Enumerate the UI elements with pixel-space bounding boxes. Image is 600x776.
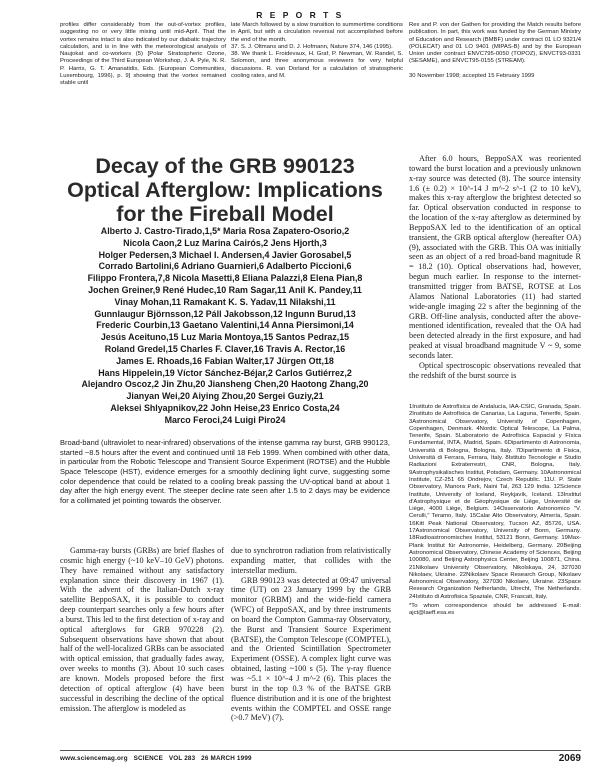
acknowledgments: Rex and P. von der Gathen for providing the Match results before publication. In part, this work was funded by the German Ministry of Education and Research (BMBF) under contract 01 LO 9321/4 (POLECAT) and 01 LO 9401 (MIPAS-B) and by the European Union under contract ENVC795-0050 (TOPOZ), ENVCT93-0331 (SESAME), and ENVCT95-0155 (STREAM). bbox=[409, 22, 581, 65]
correspondence-note: *To whom correspondence should be addressed E-mail: ajct@laeff.esa.es bbox=[409, 603, 581, 617]
title-line: Decay of the GRB 990123 bbox=[95, 154, 355, 178]
reference-38: 38. We thank L. Froidevaux, H. Graf, P. Newman, W. Randel, S. Solomon, and three anonymous reviewers for very helpful discussions. R. van Dorland for a calculation of stratospheric cooling rates, and M. bbox=[231, 51, 403, 79]
author-line: Vinay Mohan,11 Ramakant K. S. Yadav,11 Nilakshi,11 bbox=[114, 296, 336, 307]
author-line: Jesús Aceituno,15 Luz Maria Montoya,15 Santos Pedraz,15 bbox=[100, 332, 350, 343]
title-line: Optical Afterglow: Implications bbox=[67, 178, 383, 202]
body-paragraph: GRB 990123 was detected at 09:47 universal time (UT) on 23 January 1999 by the GRB monitor (GRBM) and the wide-field camera (WFC) of BeppoSAX, and by three instruments on board the Compton Gamma-ray Observatory, the Burst and Transient Source Experiment (BATSE), the Compton Telescope (COMPTEL), and the Oriented Scintillation Spectrometer Experiment (OSSE). A complex light curve was obtained, lasting ~100 s (5). The γ-ray fluence was ~5.1 × 10^-4 J m^-2 (6). This places the burst in the top 0.3 % of the BATSE GRB fluence distribution and it is one of the brightest events within the COMPTEL and OSSE range (>0.7 MeV) (7). bbox=[231, 575, 391, 723]
affiliation-list: 1Instituto de Astrofísica de Andalucía, IAA-CSIC, Granada, Spain. 2Instituto de Astrofísica de Canarias, La Laguna, Tenerife, Spain. 3Astronomical Observatory, University of Copenhagen, Copenhagen, Denmark. 4Nordic Optical Telescope, La Palma, Tenerife, Spain. 5Laboratorio de Astrofísica Espacial y Física Fundamental, INTA, Madrid, Spain. 6Dipartimento di Astronomia, Università di Bologna, Bologna, Italy. 7Dipartimento di Fisica, Università di Ferrara, Ferrara, Italy. 8Istituto Tecnologie e Studio Radiazioni Extraterrestri, CNR, Bologna, Italy. 9Astrophysikalisches Institut, Potsdam, Germany. 10Astronomical Institute, CZ-251 65 Ondrejov, Czech Republic. 11U. P. State Observatory, Manora Park, Naini Tal, 263 129 India. 12Science Institute, University of Iceland, Reykjavík, Iceland. 13Institut d'Astrophysique et de Géophysique de Liège, Université de Liège, 4000 Liège, Belgium. 14Osservatorio Astronomico "V. Cerulli," Teramo, Italy. 15Calar Alto Observatory, Almería, Spain. 16Kitt Peak National Observatory, Tucson AZ, 85726, USA. 17Astronomical Observatory, University of Bonn, Germany. 18Radioastronomisches Institut, 53121 Bonn, Germany. 19Max-Plank Institut für Astronomie, Heidelberg, Germany. 20Beijing Astronomical Observatory, Chinese Academy of Sciences, Beijing 100080, and Beijing Astrophysics Center, Beijing 100871, China. 21Nikolaev University Observatory, Nikolskaya, 24, 327030 Nikolaev, Ukraine. 22Nikolaev Space Research Group, Nikolaev Astronomical Observatory, 327030 Nikolaev, Ukraine. 23Space Research Organization Netherlands, Utrecht, The Netherlands. 24Istituto di Astrofisica Spaziale, CNR, Frascati, Italy. bbox=[409, 404, 581, 600]
author-line: Frederic Courbin,13 Gaetano Valentini,14 Anna Piersimoni,14 bbox=[96, 320, 354, 331]
author-line: Marco Feroci,24 Luigi Piro24 bbox=[164, 414, 286, 425]
prior-article-text-col-b bbox=[231, 22, 403, 80]
author-line: Jochen Greiner,9 René Hudec,10 Ram Sagar,11 Anil K. Pandey,11 bbox=[88, 284, 362, 295]
prior-article-paragraph: late March followed by a slow transition to summertime conditions in April, but with a circulation reversal not accomplished before the end of the month. bbox=[231, 22, 403, 43]
page-number: 2069 bbox=[558, 753, 581, 764]
author-list bbox=[60, 226, 390, 427]
author-line: Corrado Bartolini,6 Adriano Guarnieri,6 Adalberto Piccioni,6 bbox=[98, 261, 352, 272]
reference-37: 37. S. J. Oltmans and D. J. Hofmann, Nature 374, 146 (1995). bbox=[231, 43, 393, 50]
author-line: Holger Pedersen,3 Michael I. Andersen,4 Javier Gorosabel,5 bbox=[98, 249, 352, 260]
author-line: Alejandro Oscoz,2 Jin Zhu,20 Jiansheng Chen,20 Haotong Zhang,20 bbox=[81, 379, 369, 390]
body-column-3 bbox=[409, 154, 581, 380]
author-line: Alberto J. Castro-Tirado,1,5* Maria Rosa Zapatero-Osorio,2 bbox=[100, 226, 350, 236]
abstract: Broad-band (ultraviolet to near-infrared) observations of the intense gamma ray burst, GRB 990123, started ~8.5 hours after the event and continued until 18 Feb 1999. When combined with other data, in particular from the Robotic Telescope and Transient Source Experiment (ROTSE) and the Hubble Space Telescope (HST), evidence emerges for a smoothly declining light curve, suggesting some color dependence that could be related to a cooling break passing the UV-optical band at about 1 day after the high energy event. The steeper decline rate seen after 1.5 to 2 days may be evidence for a collimated jet pointing towards the observer. bbox=[60, 438, 390, 505]
affiliations bbox=[409, 404, 581, 618]
author-line: James E. Rhoads,16 Fabian Walter,17 Jürgen Ott,18 bbox=[116, 355, 334, 366]
author-line: Nicola Caon,2 Luz Marina Cairós,2 Jens Hjorth,3 bbox=[123, 237, 327, 248]
author-line: Filippo Frontera,7,8 Nicola Masetti,8 Eliana Palazzi,8 Elena Pian,8 bbox=[87, 273, 363, 284]
author-line: Roland Gredel,15 Charles F. Claver,16 Travis A. Rector,16 bbox=[104, 343, 346, 354]
section-header: R E P O R T S bbox=[256, 10, 344, 20]
author-line: Jianyan Wei,20 Aiying Zhou,20 Sergei Guziy,21 bbox=[126, 391, 324, 402]
title-line: for the Fireball Model bbox=[116, 202, 334, 226]
body-paragraph: due to synchrotron radiation from relativistically expanding matter, that collides with the interstellar medium. bbox=[231, 546, 391, 575]
body-paragraph: Optical spectroscopic observations revealed that the redshift of the burst source is bbox=[409, 360, 581, 380]
journal-footer: www.sciencemag.org SCIENCE VOL 283 26 MARCH 1999 bbox=[60, 755, 252, 762]
author-line: Hans Hippelein,19 Víctor Sánchez-Béjar,2 Carlos Gutiérrez,2 bbox=[98, 367, 352, 378]
prior-article-text-col-c bbox=[409, 22, 581, 80]
footer-rule bbox=[60, 750, 581, 751]
article-title bbox=[62, 154, 388, 226]
author-line: Aleksei Shlyapnikov,22 John Heise,23 Enrico Costa,24 bbox=[110, 402, 340, 413]
author-line: Gunnlaugur Björnsson,12 Páll Jakobsson,12 Ingunn Burud,13 bbox=[94, 308, 356, 319]
prior-article-text-col-a: profiles differ considerably from the out-of-vortex profiles, suggesting no or very little mixing until mid-April. That the vortex remains intact is also indicated by our diabatic trajectory calculation, and is in line with the meteorological analysis of Naujokat and co-workers (5) [Polar Stratospheric Ozone, Proceedings of the Third European Workshop, J. A. Pyle, N. R. P. Harris, G. T. Amanatidis, Eds. (European Communities, Luxembourg, 1996), p. 9] showing that the vortex remained stable until bbox=[60, 22, 226, 86]
received-accepted-dates: 30 November 1998; accepted 15 February 1999 bbox=[409, 72, 535, 79]
body-column-2 bbox=[231, 546, 391, 723]
body-column-1: Gamma-ray bursts (GRBs) are brief flashes of cosmic high energy (~10 keV–10 GeV) photons. They have remained without any satisfactory explanation since their discovery in 1967 (1). With the advent of the Italian-Dutch x-ray satellite BeppoSAX, it is possible to conduct deep counterpart searches only a few hours after a burst. This led to the first detection of x-ray and optical afterglows for GRB 970228 (2). Subsequent observations have shown that about half of the well-localized GRBs can be associated with optical emission, that gradually fades away, over weeks to months (3). About 10 such cases are known. Models proposed before the first detection of optical afterglow (4) have been successful in describing the decline of the optical emission. The afterglow is modeled as bbox=[60, 546, 224, 713]
body-paragraph: After 6.0 hours, BeppoSAX was reoriented toward the burst location and a previously unknown x-ray source was detected (8). The source intensity 1.6 (± 0.2) × 10^-14 J m^-2 s^-1 (2 to 10 keV), makes this x-ray afterglow the brightest detected so far. Optical observation conducted in response to the location of the x-ray afterglow as determined by BeppoSAX led to the identification of an optical transient, the GRB optical afterglow (hereafter OA) (9), associated with the GRB. This OA was initially seen as an object of a red broad-band magnitude R = 18.2 (10). Optical observations had, however, begun much earlier. In response to the internet-transmitted trigger from BATSE, ROTSE at Los Alamos National Laboratories (11) had started wide-angle imaging 22 s after the beginning of the GRB. Off-line analysis, conducted after the above-mentioned identification, revealed that the OA had been detected already in the first exposure, and had peaked at visual broadband magnitude V ~ 9, some seconds later. bbox=[409, 154, 581, 360]
